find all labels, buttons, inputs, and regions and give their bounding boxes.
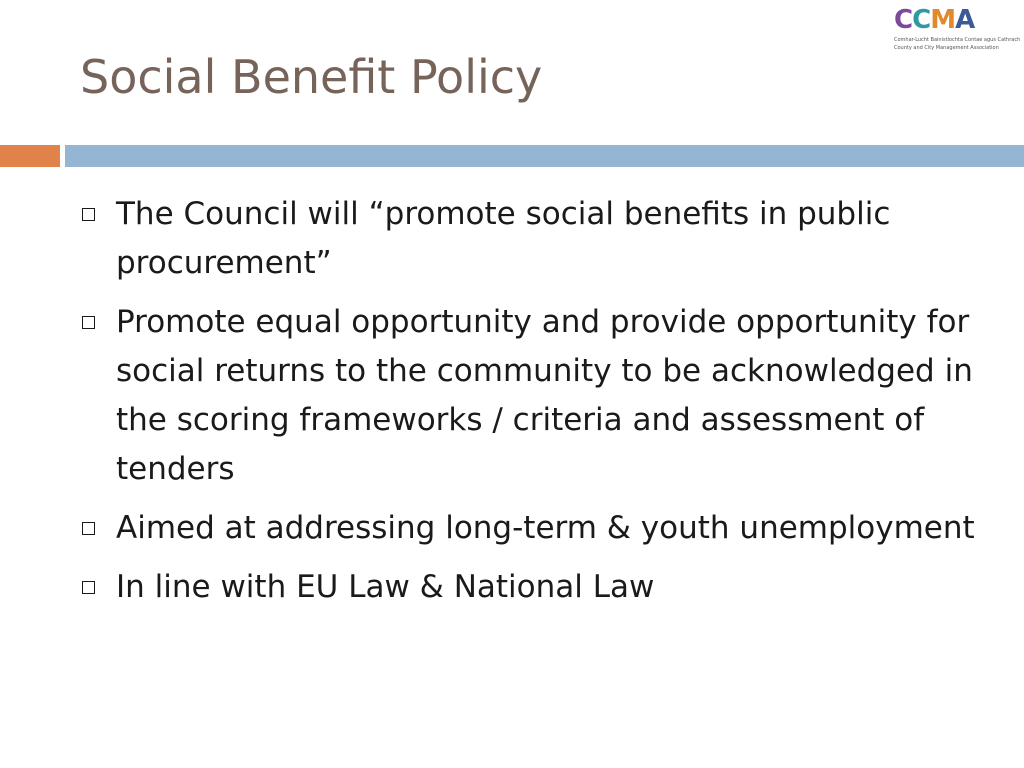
logo-mark: [894, 5, 994, 35]
logo-letter: C: [894, 5, 913, 35]
slide-title: Social Benefit Policy: [80, 50, 543, 104]
square-bullet-icon: [82, 522, 95, 535]
square-bullet-icon: [82, 208, 95, 221]
square-bullet-icon: [82, 316, 95, 329]
bullet-text: In line with EU Law & National Law: [116, 569, 655, 605]
bullet-text: Promote equal opportunity and provide opportunity for social returns to the community to be acknowledged in the scoring frameworks / criteria and assessment of tenders: [116, 304, 973, 487]
logo-subtitle-1: Comhar-Lucht Bainistíochta Contae agus Cathrach: [894, 37, 1021, 43]
logo-subtitle-2: County and City Management Association: [894, 45, 999, 51]
logo-letter: M: [930, 5, 956, 35]
bullet-list: [80, 190, 980, 622]
ccma-logo: [894, 5, 1021, 55]
bullet-text: Aimed at addressing long-term & youth unemployment: [116, 510, 975, 546]
accent-bar-orange: [0, 145, 60, 167]
accent-bar-blue: [65, 145, 1024, 167]
bullet-item: [80, 504, 980, 553]
bullet-item: [80, 563, 980, 612]
logo-letter: C: [912, 5, 931, 35]
bullet-item: [80, 190, 980, 288]
bullet-text: The Council will “promote social benefits in public procurement”: [116, 196, 891, 281]
square-bullet-icon: [82, 581, 95, 594]
bullet-item: [80, 298, 980, 494]
logo-letter: A: [955, 5, 975, 35]
